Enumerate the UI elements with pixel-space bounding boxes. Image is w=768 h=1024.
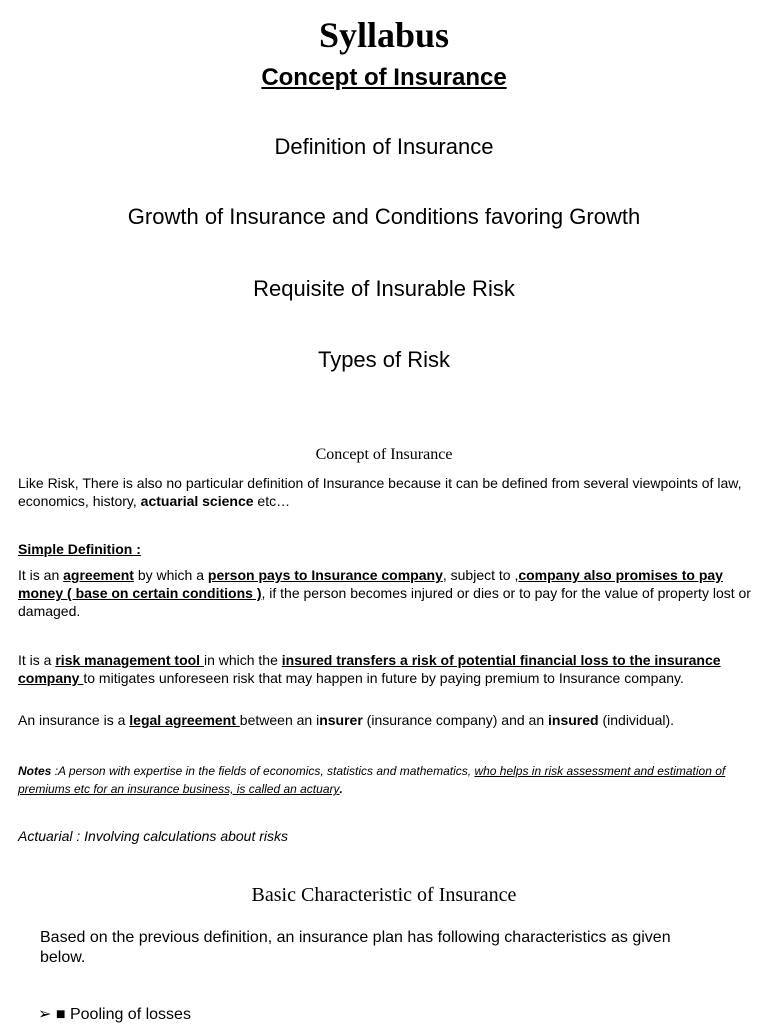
text: An insurance is a [18,712,130,728]
text: , if the person becomes injured or dies or to pay for the value of property lost or damaged. [18,585,751,619]
bold-term: insured [548,712,599,728]
intro-bold-term: actuarial science [140,493,254,509]
page-subtitle: Concept of Insurance [261,64,507,91]
definition-paragraph-2 [18,651,753,687]
intro-text-end: etc… [253,493,291,509]
text: :A person with expertise in the fields of economics, statistics and mathematics, [54,764,475,778]
text: by which a [133,567,208,583]
emphasis: person pays to Insurance company [207,567,443,583]
syllabus-topic: Growth of Insurance and Conditions favoring Growth [127,204,641,229]
definition-paragraph-3 [18,711,753,729]
syllabus-topic: Definition of Insurance [274,134,494,159]
bullet-item [38,1004,191,1024]
text: to mitigates unforeseen risk that may happen in future by paying premium to Insurance company. [83,670,684,686]
simple-definition-label: Simple Definition : [18,541,141,557]
definition-paragraph-1 [18,566,753,620]
text: in which the [203,652,282,668]
emphasis: who helps in risk assessment and estimation of premiums etc for an insurance business, is called an actuary [18,764,726,796]
emphasis: company also promises to pay money ( base on certain conditions ) [18,567,723,601]
text: between an i [239,712,320,728]
text: Actuarial : Involving calculations about risks [18,828,289,844]
text: (individual). [598,712,675,728]
text: . [339,782,343,796]
syllabus-topic: Types of Risk [317,347,451,372]
text: It is an [18,567,64,583]
intro-text: Like Risk, There is also no particular definition of Insurance because it can be defined from several viewpoints of law, economics, history, [18,475,742,509]
emphasis: risk management tool [55,652,204,668]
section-heading-basic-characteristic: Basic Characteristic of Insurance [251,884,517,906]
intro-paragraph [18,474,758,510]
page-title: Syllabus [318,15,450,55]
square-bullet-icon: ■ [55,1006,66,1023]
bullet-text: Pooling of losses [69,1006,191,1023]
text: (insurance company) and an [362,712,548,728]
text: , subject to , [442,567,519,583]
emphasis: insured transfers a risk of potential financial loss to the insurance company [18,652,721,686]
section-heading-concept: Concept of Insurance [315,446,453,463]
arrow-bullet-icon: ➢ [38,1006,52,1023]
based-on-paragraph: Based on the previous definition, an insurance plan has following characteristics as given below. [40,929,671,966]
actuarial-definition [18,828,288,844]
emphasis: agreement [63,567,134,583]
notes-paragraph [18,762,738,798]
notes-label: Notes [18,764,55,778]
syllabus-topic: Requisite of Insurable Risk [253,276,515,301]
emphasis: legal agreement [129,712,240,728]
text: It is a [18,652,56,668]
bold-term: nsurer [319,712,363,728]
